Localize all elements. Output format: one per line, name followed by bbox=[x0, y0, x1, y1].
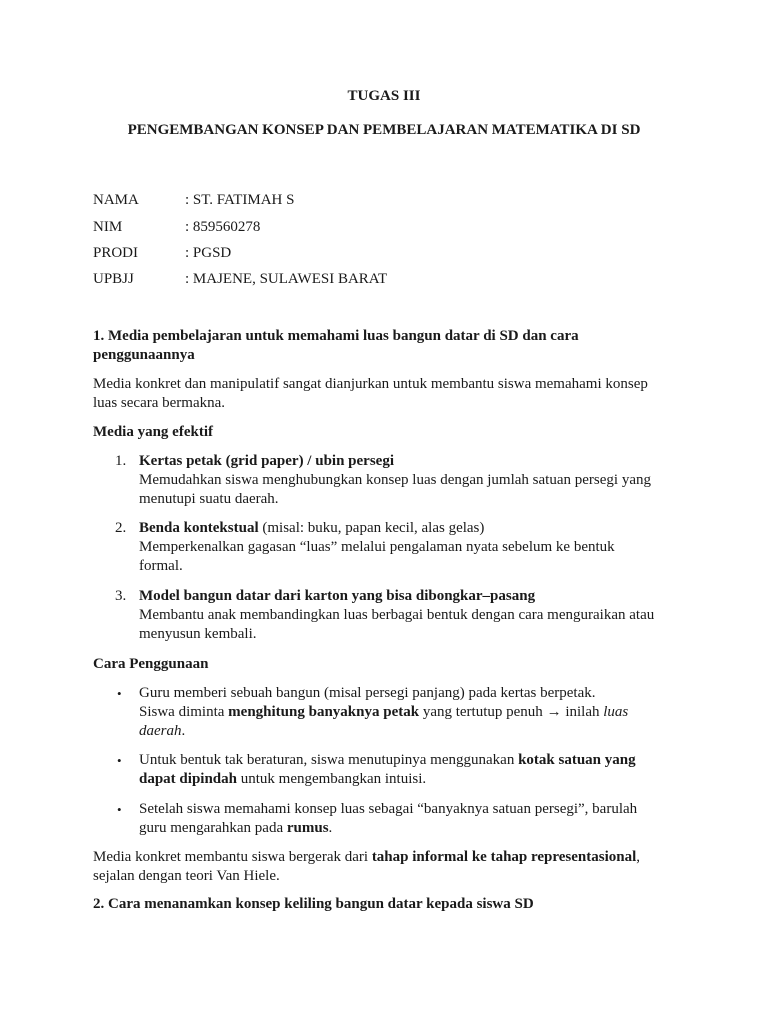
usage-heading: Cara Penggunaan bbox=[93, 656, 209, 672]
usage-item-2-cont: dapat dipindah untuk mengembangkan intuisi. bbox=[139, 771, 427, 787]
usage-item-3: Setelah siswa memahami konsep luas sebagai “banyaknya satuan persegi”, barulah bbox=[139, 801, 638, 817]
identity-row-upbjj bbox=[93, 270, 387, 289]
identity-label: NAMA bbox=[93, 192, 139, 208]
bullet-icon: • bbox=[117, 802, 122, 817]
media-heading: Media yang efektif bbox=[93, 424, 213, 440]
media-item-number: 1. bbox=[115, 453, 127, 469]
identity-row-nim bbox=[93, 218, 260, 237]
section1-intro-cont: luas secara bermakna. bbox=[93, 395, 226, 411]
section1-heading-cont: penggunaannya bbox=[93, 347, 195, 363]
usage-item-1-cont: Siswa diminta menghitung banyaknya petak yang tertutup penuh → inilah luas bbox=[139, 704, 629, 720]
section1-intro: Media konkret dan manipulatif sangat dianjurkan untuk membantu siswa memahami konsep bbox=[93, 376, 648, 392]
closing-paragraph: Media konkret membantu siswa bergerak dari tahap informal ke tahap representasional, bbox=[93, 849, 641, 865]
closing-paragraph-cont: sejalan dengan teori Van Hiele. bbox=[93, 868, 280, 884]
media-item-desc: Memperkenalkan gagasan “luas” melalui pengalaman nyata sebelum ke bentuk bbox=[139, 539, 615, 555]
media-item-desc: Memudahkan siswa menghubungkan konsep luas dengan jumlah satuan persegi yang bbox=[139, 472, 651, 488]
identity-value: : 859560278 bbox=[185, 219, 261, 235]
identity-row-prodi bbox=[93, 244, 231, 263]
document-subtitle: PENGEMBANGAN KONSEP DAN PEMBELAJARAN MATEMATIKA DI SD bbox=[127, 122, 641, 138]
identity-label: NIM bbox=[93, 219, 123, 235]
bullet-icon: • bbox=[117, 753, 122, 768]
bullet-icon: • bbox=[117, 686, 122, 701]
media-item-title: Model bangun datar dari karton yang bisa dibongkar–pasang bbox=[139, 588, 536, 604]
identity-value: : ST. FATIMAH S bbox=[185, 192, 295, 208]
media-item-number: 3. bbox=[115, 588, 127, 604]
media-item-number: 2. bbox=[115, 520, 127, 536]
identity-label: UPBJJ bbox=[93, 271, 134, 287]
arrow-right-icon: → bbox=[546, 704, 562, 720]
media-item-desc-cont: menyusun kembali. bbox=[139, 626, 257, 642]
identity-value: : PGSD bbox=[185, 245, 232, 261]
identity-value: : MAJENE, SULAWESI BARAT bbox=[185, 271, 388, 287]
usage-item-1: Guru memberi sebuah bangun (misal persegi panjang) pada kertas berpetak. bbox=[139, 685, 596, 701]
section2-heading: 2. Cara menanamkan konsep keliling bangun datar kepada siswa SD bbox=[93, 896, 534, 912]
media-item-title: Kertas petak (grid paper) / ubin persegi bbox=[139, 453, 394, 469]
media-item-desc-cont: menutupi suatu daerah. bbox=[139, 491, 279, 507]
usage-item-1-cont2: daerah. bbox=[139, 723, 186, 739]
section1-heading: 1. Media pembelajaran untuk memahami luas bangun datar di SD dan cara bbox=[93, 328, 579, 344]
identity-row-nama bbox=[93, 191, 294, 210]
document-title: TUGAS III bbox=[347, 88, 421, 104]
media-item-desc: Membantu anak membandingkan luas berbagai bentuk dengan cara menguraikan atau bbox=[139, 607, 655, 623]
media-item-desc-cont: formal. bbox=[139, 558, 183, 574]
usage-item-2: Untuk bentuk tak beraturan, siswa menutupinya menggunakan kotak satuan yang bbox=[139, 752, 636, 768]
usage-item-3-cont: guru mengarahkan pada rumus. bbox=[139, 820, 333, 836]
identity-label: PRODI bbox=[93, 245, 139, 261]
media-item-title: Benda kontekstual (misal: buku, papan kecil, alas gelas) bbox=[139, 520, 485, 536]
